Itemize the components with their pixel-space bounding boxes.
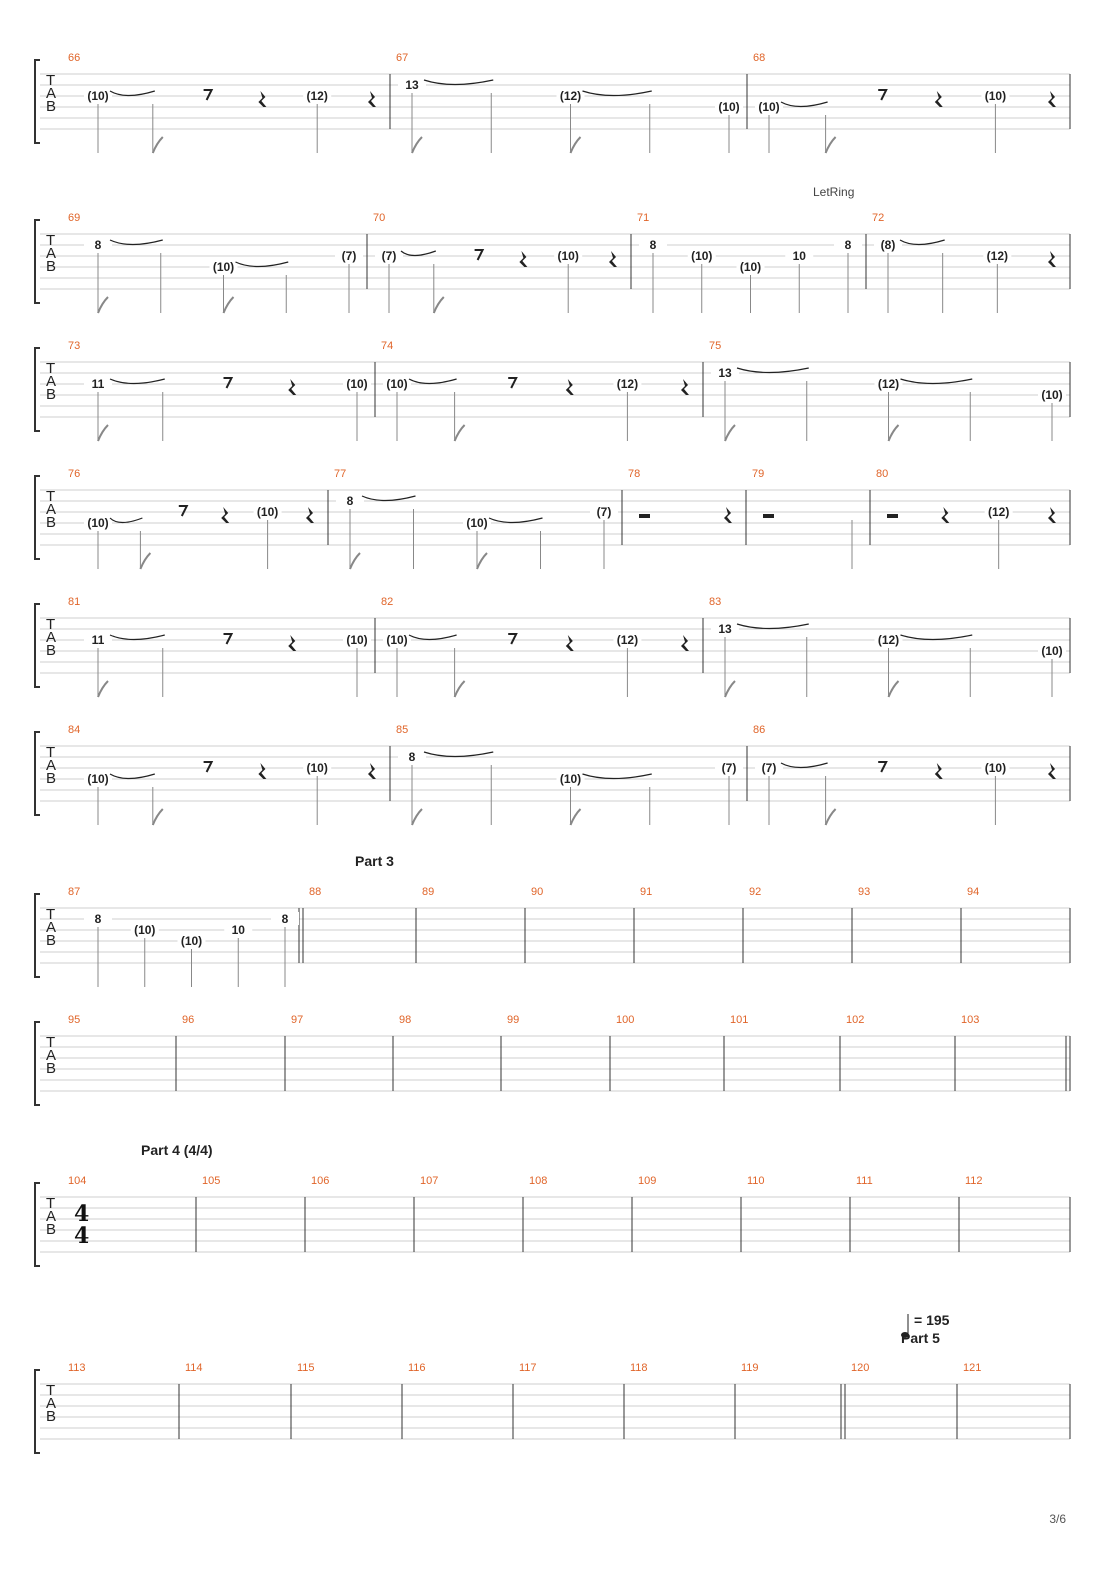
tie-arc [583,774,652,779]
fret-number: (10) [718,100,740,114]
measure-number: 112 [965,1175,983,1187]
tempo-marking: = 195 [914,1312,950,1328]
page-number: 3/6 [1049,1512,1066,1526]
tie-arc [583,91,652,96]
note-flag [434,297,444,313]
system-bracket [35,220,40,303]
tab-clef-letter: T [46,1195,56,1212]
measure-number: 113 [68,1362,86,1374]
tab-clef-letter: A [46,501,57,518]
tab-clef-letter: B [46,1221,57,1238]
measure-number: 114 [185,1362,203,1374]
tie-arc [424,80,493,85]
system-bracket [35,60,40,143]
fret-number: (10) [256,505,279,519]
fret-number: (10) [739,260,762,274]
measure-number: 87 [68,886,81,898]
system-bracket [35,1370,40,1453]
fret-number: (7) [596,505,612,519]
eighth-rest-icon [204,90,212,100]
measure-number: 68 [753,52,766,64]
tie-arc [110,774,155,779]
fret-number: (8) [880,238,896,252]
tie-arc [737,368,809,373]
tie-arc [409,635,457,640]
measure-number: 79 [752,468,765,480]
fret-number: 11 [91,377,105,391]
fret-number: (7) [761,761,777,775]
measure-number: 92 [749,886,762,898]
system-bracket [35,348,40,431]
fret-number: (10) [87,516,109,530]
measure-number: 117 [519,1362,537,1374]
eighth-rest-icon [475,250,483,260]
measure-number: 81 [68,596,81,608]
section-label: Part 5 [901,1330,940,1346]
measure-number: 93 [858,886,871,898]
fret-number: (10) [306,761,328,775]
fret-number: (12) [877,633,900,647]
measure-number: 101 [730,1014,749,1026]
measure-number: 66 [68,52,81,64]
fret-number: (10) [557,249,579,263]
fret-number: (10) [466,516,488,530]
quarter-rest-icon [306,507,314,523]
quarter-rest-icon [609,251,617,267]
note-flag [889,425,899,441]
measure-number: 88 [309,886,322,898]
quarter-rest-icon [1048,763,1056,779]
measure-number: 103 [961,1014,980,1026]
system-bracket [35,476,40,559]
measure-number: 82 [381,596,394,608]
fret-number: (12) [877,377,900,391]
tab-clef-letter: T [46,72,56,89]
fret-number: 8 [844,238,852,252]
measure-number: 72 [872,212,885,224]
tab-clef-letter: A [46,1395,57,1412]
tie-arc [424,752,493,757]
measure-number: 70 [373,212,386,224]
note-flag [571,137,581,153]
fret-number: (7) [721,761,737,775]
note-flag [153,137,163,153]
measure-number: 97 [291,1014,304,1026]
quarter-rest-icon [288,379,296,395]
tie-arc [900,240,945,245]
tab-clef-letter: T [46,488,56,505]
note-flag [98,681,108,697]
tab-clef-letter: A [46,245,57,262]
tab-clef-letter: A [46,1047,57,1064]
fret-number: (12) [987,505,1010,519]
quarter-rest-icon [1048,251,1056,267]
fret-number: (7) [381,249,397,263]
measure-number: 89 [422,886,435,898]
fret-number: (10) [87,89,109,103]
measure-number: 115 [297,1362,315,1374]
fret-number: 8 [281,912,289,926]
tab-system [35,596,1070,697]
quarter-rest-icon [566,635,574,651]
measure-number: 120 [851,1362,870,1374]
measure-number: 96 [182,1014,195,1026]
measure-number: 73 [68,340,81,352]
measure-number: 98 [399,1014,412,1026]
measure-number: 105 [202,1175,221,1187]
note-flag [224,297,234,313]
tie-arc [901,635,973,640]
fret-number: 10 [792,249,806,263]
tab-clef-letter: T [46,616,56,633]
fret-number: (10) [1041,388,1063,402]
measure-number: 107 [420,1175,439,1187]
measure-number: 106 [311,1175,330,1187]
tab-system [35,185,1070,313]
section-label: Part 3 [355,853,394,869]
tie-arc [110,91,155,96]
note-flag [455,425,465,441]
note-flag [350,553,360,569]
tab-clef-letter: T [46,360,56,377]
measure-number: 83 [709,596,722,608]
fret-number: (10) [346,633,368,647]
fret-number: 8 [408,750,416,764]
tie-arc [110,379,165,384]
fret-number: (12) [616,633,639,647]
eighth-rest-icon [179,506,187,516]
measure-number: 104 [68,1175,87,1187]
quarter-rest-icon [368,91,376,107]
eighth-rest-icon [878,90,886,100]
quarter-rest-icon [221,507,229,523]
measure-number: 102 [846,1014,865,1026]
fret-number: (10) [212,260,235,274]
tie-arc [737,624,809,629]
note-flag [412,137,422,153]
tab-clef-letter: T [46,232,56,249]
note-flag [725,681,735,697]
note-flag [826,809,836,825]
measure-number: 95 [68,1014,81,1026]
tie-arc [110,635,165,640]
quarter-rest-icon [941,507,949,523]
note-flag [98,297,108,313]
tab-clef-letter: T [46,1382,56,1399]
fret-number: 8 [94,238,102,252]
measure-number: 84 [68,724,81,736]
tab-clef-letter: B [46,258,57,275]
note-flag [889,681,899,697]
fret-number: (10) [346,377,368,391]
quarter-rest-icon [288,635,296,651]
tab-system [35,468,1070,569]
fret-number: (12) [986,249,1009,263]
half-rest-icon [887,514,898,518]
time-signature-digit: 4 [74,1223,90,1249]
tie-arc [110,518,142,523]
system-bracket [35,1022,40,1105]
note-flag [571,809,581,825]
measure-number: 94 [967,886,980,898]
measure-number: 119 [741,1362,759,1374]
fret-number: (10) [87,772,109,786]
quarter-rest-icon [935,91,943,107]
quarter-rest-icon [1048,507,1056,523]
measure-number: 121 [963,1362,982,1374]
tab-clef-letter: A [46,373,57,390]
tab-system [35,1142,1070,1266]
fret-number: (10) [386,377,408,391]
half-rest-icon [639,514,650,518]
fret-number: 11 [91,633,105,647]
eighth-rest-icon [508,378,516,388]
eighth-rest-icon [204,762,212,772]
half-rest-icon [763,514,774,518]
tab-clef-letter: B [46,514,57,531]
quarter-rest-icon [935,763,943,779]
measure-number: 110 [747,1175,765,1187]
tab-clef-letter: B [46,1060,57,1077]
fret-number: (10) [691,249,713,263]
measure-number: 74 [381,340,394,352]
let-ring-annotation: LetRing [813,185,855,199]
note-flag [98,425,108,441]
fret-number: (12) [616,377,639,391]
eighth-rest-icon [224,378,232,388]
time-signature-digit: 4 [74,1201,90,1227]
fret-number: (10) [386,633,408,647]
measure-number: 100 [616,1014,635,1026]
measure-number: 67 [396,52,409,64]
fret-number: (10) [180,934,203,948]
fret-number: (10) [559,772,582,786]
fret-number: 8 [94,912,102,926]
measure-number: 85 [396,724,409,736]
tie-arc [409,379,457,384]
measure-number: 71 [637,212,650,224]
tab-clef-letter: A [46,629,57,646]
fret-number: (10) [1041,644,1063,658]
eighth-rest-icon [224,634,232,644]
tab-system [35,1312,1070,1453]
tab-clef-letter: T [46,1034,56,1051]
tab-clef-letter: A [46,1208,57,1225]
measure-number: 108 [529,1175,548,1187]
measure-number: 99 [507,1014,520,1026]
note-flag [826,137,836,153]
quarter-rest-icon [258,91,266,107]
system-bracket [35,894,40,977]
system-bracket [35,1183,40,1266]
note-flag [140,553,150,569]
system-bracket [35,732,40,815]
tab-clef-letter: B [46,1408,57,1425]
quarter-rest-icon [258,763,266,779]
system-bracket [35,604,40,687]
fret-number: (10) [134,923,156,937]
quarter-rest-icon [566,379,574,395]
tab-system [35,1014,1070,1105]
eighth-rest-icon [878,762,886,772]
note-flag [725,425,735,441]
tie-arc [781,102,828,107]
tab-system [35,52,1070,153]
fret-number: 13 [718,622,732,636]
tie-arc [110,240,163,245]
quarter-rest-icon [724,507,732,523]
measure-number: 76 [68,468,81,480]
tab-clef-letter: A [46,85,57,102]
quarter-rest-icon [368,763,376,779]
fret-number: (7) [341,249,357,263]
note-flag [477,553,487,569]
measure-number: 116 [408,1362,426,1374]
measure-number: 109 [638,1175,657,1187]
measure-number: 78 [628,468,641,480]
note-flag [412,809,422,825]
section-label: Part 4 (4/4) [141,1142,213,1158]
tie-arc [781,763,828,768]
tab-clef-letter: B [46,642,57,659]
eighth-rest-icon [508,634,516,644]
fret-number: 13 [718,366,732,380]
tab-clef-letter: B [46,932,57,949]
measure-number: 90 [531,886,544,898]
note-flag [153,809,163,825]
tab-clef-letter: A [46,919,57,936]
fret-number: 8 [649,238,657,252]
tab-clef-letter: T [46,906,56,923]
measure-number: 77 [334,468,347,480]
tab-system [35,340,1070,441]
tab-clef-letter: A [46,757,57,774]
quarter-rest-icon [1048,91,1056,107]
tab-clef-letter: B [46,386,57,403]
tie-arc [236,262,289,267]
note-flag [455,681,465,697]
tie-arc [901,379,973,384]
fret-number: (10) [758,100,780,114]
tie-arc [362,496,416,501]
fret-number: (12) [306,89,328,103]
tab-clef-letter: B [46,98,57,115]
measure-number: 111 [856,1175,873,1187]
fret-number: (12) [559,89,582,103]
tie-arc [401,251,436,256]
tab-clef-letter: T [46,744,56,761]
fret-number: 10 [231,923,245,937]
fret-number: (10) [984,761,1007,775]
measure-number: 91 [640,886,653,898]
tie-arc [489,518,543,523]
measure-number: 80 [876,468,889,480]
measure-number: 69 [68,212,81,224]
quarter-rest-icon [681,379,689,395]
tab-clef-letter: B [46,770,57,787]
quarter-rest-icon [519,251,527,267]
measure-number: 118 [630,1362,648,1374]
measure-number: 75 [709,340,722,352]
fret-number: 8 [346,494,354,508]
measure-number: 86 [753,724,766,736]
tab-system [35,853,1070,987]
quarter-rest-icon [681,635,689,651]
fret-number: (10) [984,89,1007,103]
tab-system [35,724,1070,825]
fret-number: 13 [405,78,419,92]
